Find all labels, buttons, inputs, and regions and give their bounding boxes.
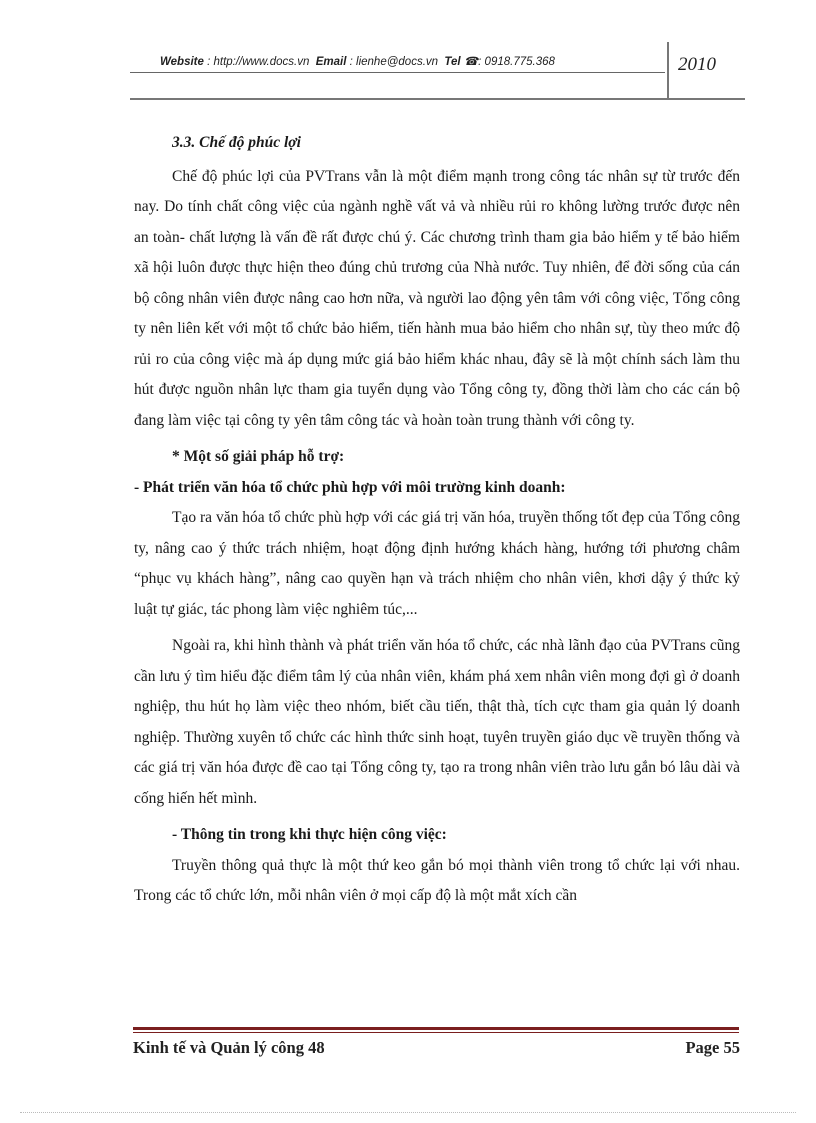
footer-rule-thin	[133, 1032, 739, 1033]
support-heading: * Một số giải pháp hỗ trợ:	[172, 448, 345, 465]
header-contact	[160, 54, 555, 68]
footer-rule-thick	[133, 1027, 739, 1030]
paragraph-welfare: Chế độ phúc lợi của PVTrans vẫn là một điểm mạnh trong công tác nhân sự từ trước đến nay. Do tính chất công việc của ngành nghề vất vả và nhiều rủi ro không lường trước được nên an toàn- chất lượng là vấn đề rất được chú ý. Các chương trình tham gia bảo hiểm y tế bảo hiểm xã hội luôn được thực hiện theo đúng chủ trương của Nhà nước. Tuy nhiên, để đời sống của cán bộ công nhân viên được nâng cao hơn nữa, và người lao động yên tâm với công việc, Tổng công ty nên liên kết với một tổ chức bảo hiểm, tiến hành mua bảo hiểm cho nhân sự, tùy theo mức độ rủi ro của công việc mà áp dụng mức giá bảo hiểm khác nhau, đây sẽ là một chính sách làm thu hút được nguồn nhân lực tham gia tuyển dụng vào Tổng công ty, đồng thời làm cho các cán bộ đang làm việc tại công ty yên tâm công tác và hoàn toàn trung thành với công ty.	[134, 167, 740, 429]
header-year: 2010	[678, 54, 716, 75]
phone-icon: ☎	[463, 56, 479, 68]
email-label: Email	[315, 56, 347, 68]
page-bottom-dotted-line	[20, 1112, 796, 1113]
paragraph-communication: Truyền thông quả thực là một thứ keo gắn bó mọi thành viên trong tổ chức lại với nhau. Trong các tổ chức lớn, mỗi nhân viên ở mọi cấp độ là một mắt xích cần	[134, 856, 740, 904]
email-link[interactable]: : lienhe@docs.vn	[349, 56, 439, 68]
tel-value: : 0918.775.368	[478, 56, 555, 68]
section-title: 3.3. Chế độ phúc lợi	[172, 134, 301, 151]
tel-label: Tel	[444, 56, 461, 68]
page-header	[130, 42, 745, 100]
info-heading: - Thông tin trong khi thực hiện công việc:	[172, 826, 447, 843]
website-link[interactable]: : http://www.docs.vn	[207, 56, 310, 68]
website-label: Website	[160, 56, 204, 68]
header-bottom-rule	[130, 98, 745, 100]
footer-page-number: Page 55	[685, 1038, 740, 1057]
header-rule	[130, 72, 665, 73]
culture-heading: - Phát triển văn hóa tổ chức phù hợp với môi trường kinh doanh:	[134, 478, 566, 496]
footer-document-title: Kinh tế và Quản lý công 48	[133, 1038, 325, 1057]
header-divider	[667, 42, 669, 100]
paragraph-culture: Tạo ra văn hóa tổ chức phù hợp với các giá trị văn hóa, truyền thống tốt đẹp của Tổng công ty, nâng cao ý thức trách nhiệm, hoạt động định hướng khách hàng, hướng tới phương châm “phục vụ khách hàng”, nâng cao quyền hạn và trách nhiệm cho nhân viên, khơi dậy ý thức kỷ luật tự giác, tác phong làm việc nghiêm túc,...	[134, 509, 740, 618]
paragraph-leaders: Ngoài ra, khi hình thành và phát triển văn hóa tổ chức, các nhà lãnh đạo của PVTrans cũng cần lưu ý tìm hiểu đặc điểm tâm lý của nhân viên, khám phá xem nhân viên mong đợi gì ở doanh nghiệp, thu hút họ làm việc theo nhóm, biết cầu tiến, thật thà, tích cực tham gia quản lý doanh nghiệp. Thường xuyên tổ chức các hình thức sinh hoạt, tuyên truyền giáo dục về truyền thống và các giá trị văn hóa được đề cao tại Tổng công ty, tạo ra trong nhân viên trào lưu gắn bó lâu dài và cống hiến hết mình.	[134, 637, 740, 807]
page-body	[134, 128, 740, 912]
